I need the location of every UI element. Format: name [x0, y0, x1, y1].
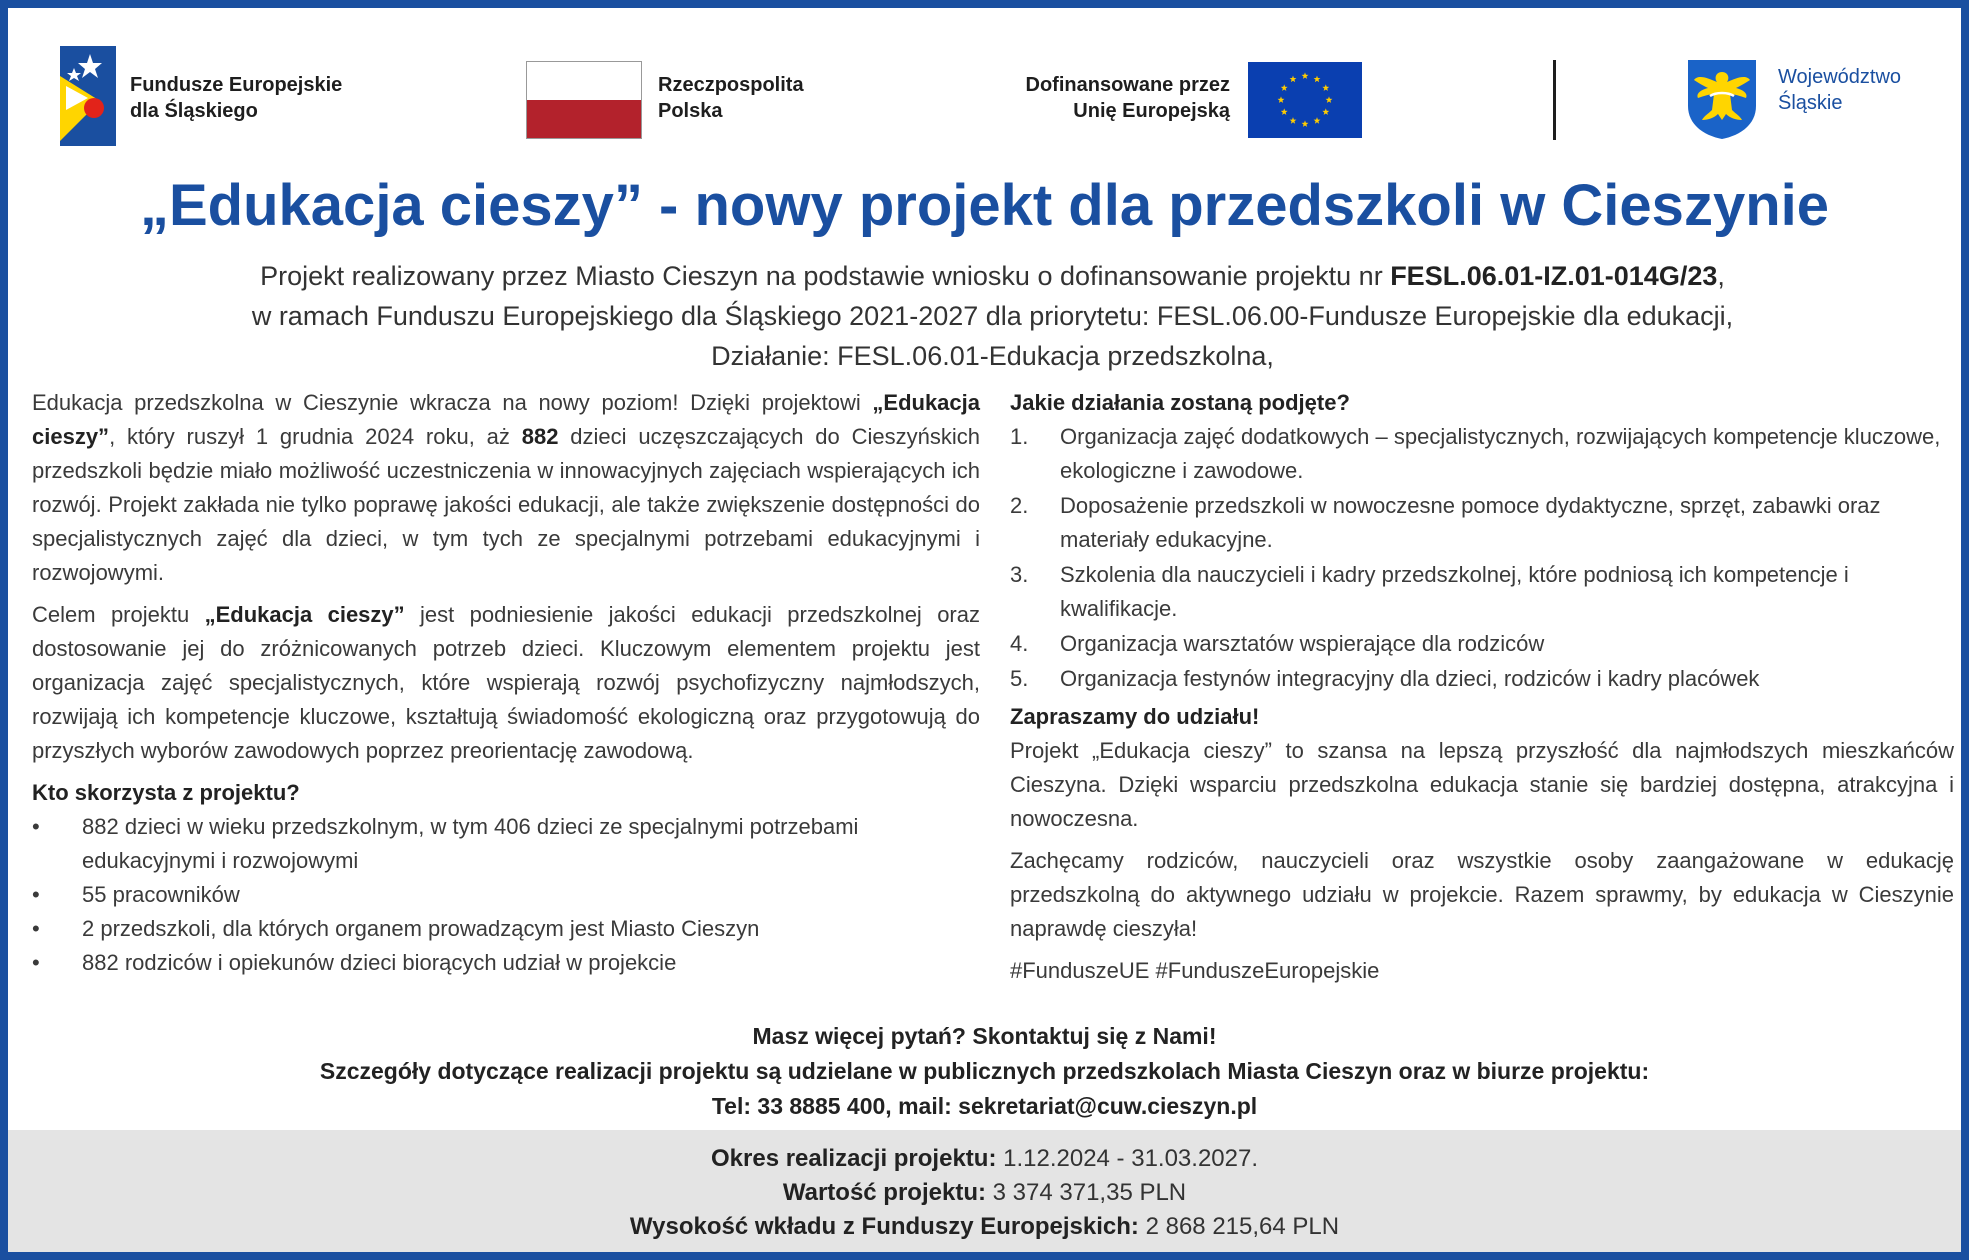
beneficiaries-list: [32, 810, 980, 980]
logo-bar: [8, 8, 1961, 158]
contact-line3: Tel: 33 8885 400, mail: sekretariat@cuw.cieszyn.pl: [711, 1093, 1258, 1119]
eu-contribution-label: Wysokość wkładu z Funduszy Europejskich:: [629, 1213, 1139, 1240]
rp-logo-text: [658, 72, 804, 124]
intro-paragraph: [32, 386, 980, 590]
footer-eu-contribution: [8, 1210, 1961, 1244]
intro-text-a: Edukacja przedszkolna w Cieszynie wkracza na nowy poziom! Dzięki projektowi: [32, 390, 873, 415]
rp-logo-line2: Polska: [658, 100, 723, 122]
subtitle-line1-comma: ,: [1717, 261, 1725, 291]
list-text: Doposażenie przedszkoli w nowoczesne pomoce dydaktyczne, sprzęt, zabawki oraz materiały edukacyjne.: [1060, 493, 1881, 552]
woj-logo-line1: Województwo: [1778, 66, 1902, 88]
footer-period: [8, 1142, 1961, 1176]
actions-list: [1010, 420, 1954, 696]
list-text: Szkolenia dla nauczycieli i kadry przedszkolnej, które podniosą ich kompetencje i kwalifikacje.: [1060, 562, 1849, 621]
subtitle-line2: w ramach Funduszu Europejskiego dla Śląskiego 2021-2027 dla priorytetu: FESL.06.00-Fundusze Europejskie dla edukacji,: [251, 301, 1734, 331]
actions-heading: Jakie działania zostaną podjęte?: [1010, 390, 1350, 415]
list-item: [1010, 662, 1954, 696]
silesia-coat-of-arms-icon: [1686, 58, 1758, 140]
hashtags: #FunduszeUE #FunduszeEuropejskie: [1010, 958, 1380, 983]
footer-value: [8, 1176, 1961, 1210]
period-value: 1.12.2024 - 31.03.2027.: [996, 1145, 1259, 1172]
fe-logo-line1: Fundusze Europejskie: [130, 74, 343, 96]
rp-logo-line1: Rzeczpospolita: [658, 74, 804, 96]
list-number: 1.: [1010, 424, 1029, 449]
eu-logo-line2: Unię Europejską: [1073, 100, 1230, 122]
list-item: [1010, 420, 1954, 488]
logo-divider: [1553, 60, 1556, 140]
project-footer: [8, 1130, 1961, 1252]
subtitle-line1: [68, 256, 1917, 296]
goal-project-name: „Edukacja cieszy”: [204, 602, 405, 627]
goal-text-a: Celem projektu: [32, 602, 205, 627]
goal-paragraph: [32, 598, 980, 768]
subtitle-line3: Działanie: FESL.06.01-Edukacja przedszkolna,: [711, 341, 1274, 371]
list-text: Organizacja warsztatów wspierające dla rodziców: [1060, 631, 1545, 656]
intro-count: 882: [521, 424, 559, 449]
list-item: [1010, 627, 1954, 661]
list-item: • 2 przedszkoli, dla których organem prowadzącym jest Miasto Cieszyn: [32, 912, 980, 946]
right-column: [1010, 386, 1954, 996]
intro-text-e: dzieci uczęszczających do Cieszyńskich przedszkoli będzie miało możliwość uczestniczenia w innowacyjnych zajęciach wspierających ich rozwój. Projekt zakłada nie tylko poprawę jakości edukacji, ale także zwiększenie dostępności do specjalistycznych zajęć dla dzieci, w tym tych ze specjalnymi potrzebami edukacyjnymi i rozwojowymi.: [32, 424, 980, 585]
fe-logo-line2: dla Śląskiego: [130, 100, 258, 122]
beneficiaries-heading: Kto skorzysta z projektu?: [32, 780, 300, 805]
list-item: • 882 dzieci w wieku przedszkolnym, w tym 406 dzieci ze specjalnymi potrzebami edukacyjnymi i rozwojowymi: [32, 810, 980, 878]
subtitle-line1-text: Projekt realizowany przez Miasto Cieszyn na podstawie wniosku o dofinansowanie projektu nr: [260, 261, 1391, 291]
left-column: [32, 386, 980, 984]
list-number: 3.: [1010, 562, 1029, 587]
list-item: [1010, 558, 1954, 626]
eu-contribution-amount: 2 868 215,64 PLN: [1138, 1213, 1340, 1240]
list-item: • 55 pracowników: [32, 878, 980, 912]
eu-logo-line1: Dofinansowane przez: [1025, 74, 1230, 96]
period-label: Okres realizacji projektu:: [710, 1145, 997, 1172]
list-number: 4.: [1010, 631, 1029, 656]
list-item: • 882 rodziców i opiekunów dzieci biorących udział w projekcie: [32, 946, 980, 980]
page-title: „Edukacja cieszy” - nowy projekt dla przedszkoli w Cieszynie: [140, 173, 1829, 238]
project-subtitle: [68, 256, 1917, 376]
woj-logo-line2: Śląskie: [1778, 92, 1843, 114]
value-amount: 3 374 371,35 PLN: [985, 1179, 1187, 1206]
value-label: Wartość projektu:: [782, 1179, 986, 1206]
woj-logo-text: [1778, 64, 1901, 116]
list-text: Organizacja festynów integracyjny dla dzieci, rodziców i kadry placówek: [1060, 666, 1760, 691]
fundusze-europejskie-logo-icon: [60, 46, 116, 146]
list-number: 2.: [1010, 493, 1029, 518]
project-number: FESL.06.01-IZ.01-014G/23: [1390, 261, 1718, 291]
intro-project-name: „Edukacja cieszy”: [32, 390, 980, 449]
poland-flag-icon: [526, 61, 642, 139]
list-number: 5.: [1010, 666, 1029, 691]
eu-logo-text: [968, 72, 1230, 124]
list-text: Organizacja zajęć dodatkowych – specjalistycznych, rozwijających kompetencje kluczowe, ekologiczne i zawodowe.: [1060, 424, 1941, 483]
contact-line1: Masz więcej pytań? Skontaktuj się z Nami!: [752, 1023, 1217, 1049]
goal-text-c: jest podniesienie jakości edukacji przedszkolnej oraz dostosowanie jej do zróżnicowanych potrzeb dzieci. Kluczowym elementem projektu jest organizacja zajęć specjalistycznych, które wspierają rozwój psychofizyczny najmłodszych, rozwijają ich kompetencje kluczowe, kształtują świadomość ekologiczną oraz przygotowują do przyszłych wyborów zawodowych poprzez preorientację zawodową.: [32, 602, 980, 763]
invite-heading: Zapraszamy do udziału!: [1010, 704, 1260, 729]
eu-flag-icon: [1248, 62, 1362, 138]
intro-text-c: , który ruszył 1 grudnia 2024 roku, aż: [109, 424, 522, 449]
list-item: [1010, 489, 1954, 557]
contact-line2: Szczegóły dotyczące realizacji projektu są udzielane w publicznych przedszkolach Miasta Cieszyn oraz w biurze projektu:: [319, 1058, 1650, 1084]
fe-logo-text: [130, 72, 342, 124]
contact-block: [8, 1019, 1961, 1124]
invite-paragraph-2: Zachęcamy rodziców, nauczycieli oraz wszystkie osoby zaangażowane w edukację przedszkolną do aktywnego udziału w projekcie. Razem sprawmy, by edukacja w Cieszynie naprawdę cieszyła!: [1010, 848, 1954, 941]
invite-paragraph-1: Projekt „Edukacja cieszy” to szansa na lepszą przyszłość dla najmłodszych mieszkańców Cieszyna. Dzięki wsparciu przedszkolna edukacja stanie się bardziej dostępna, atrakcyjna i nowoczesna.: [1010, 738, 1954, 831]
